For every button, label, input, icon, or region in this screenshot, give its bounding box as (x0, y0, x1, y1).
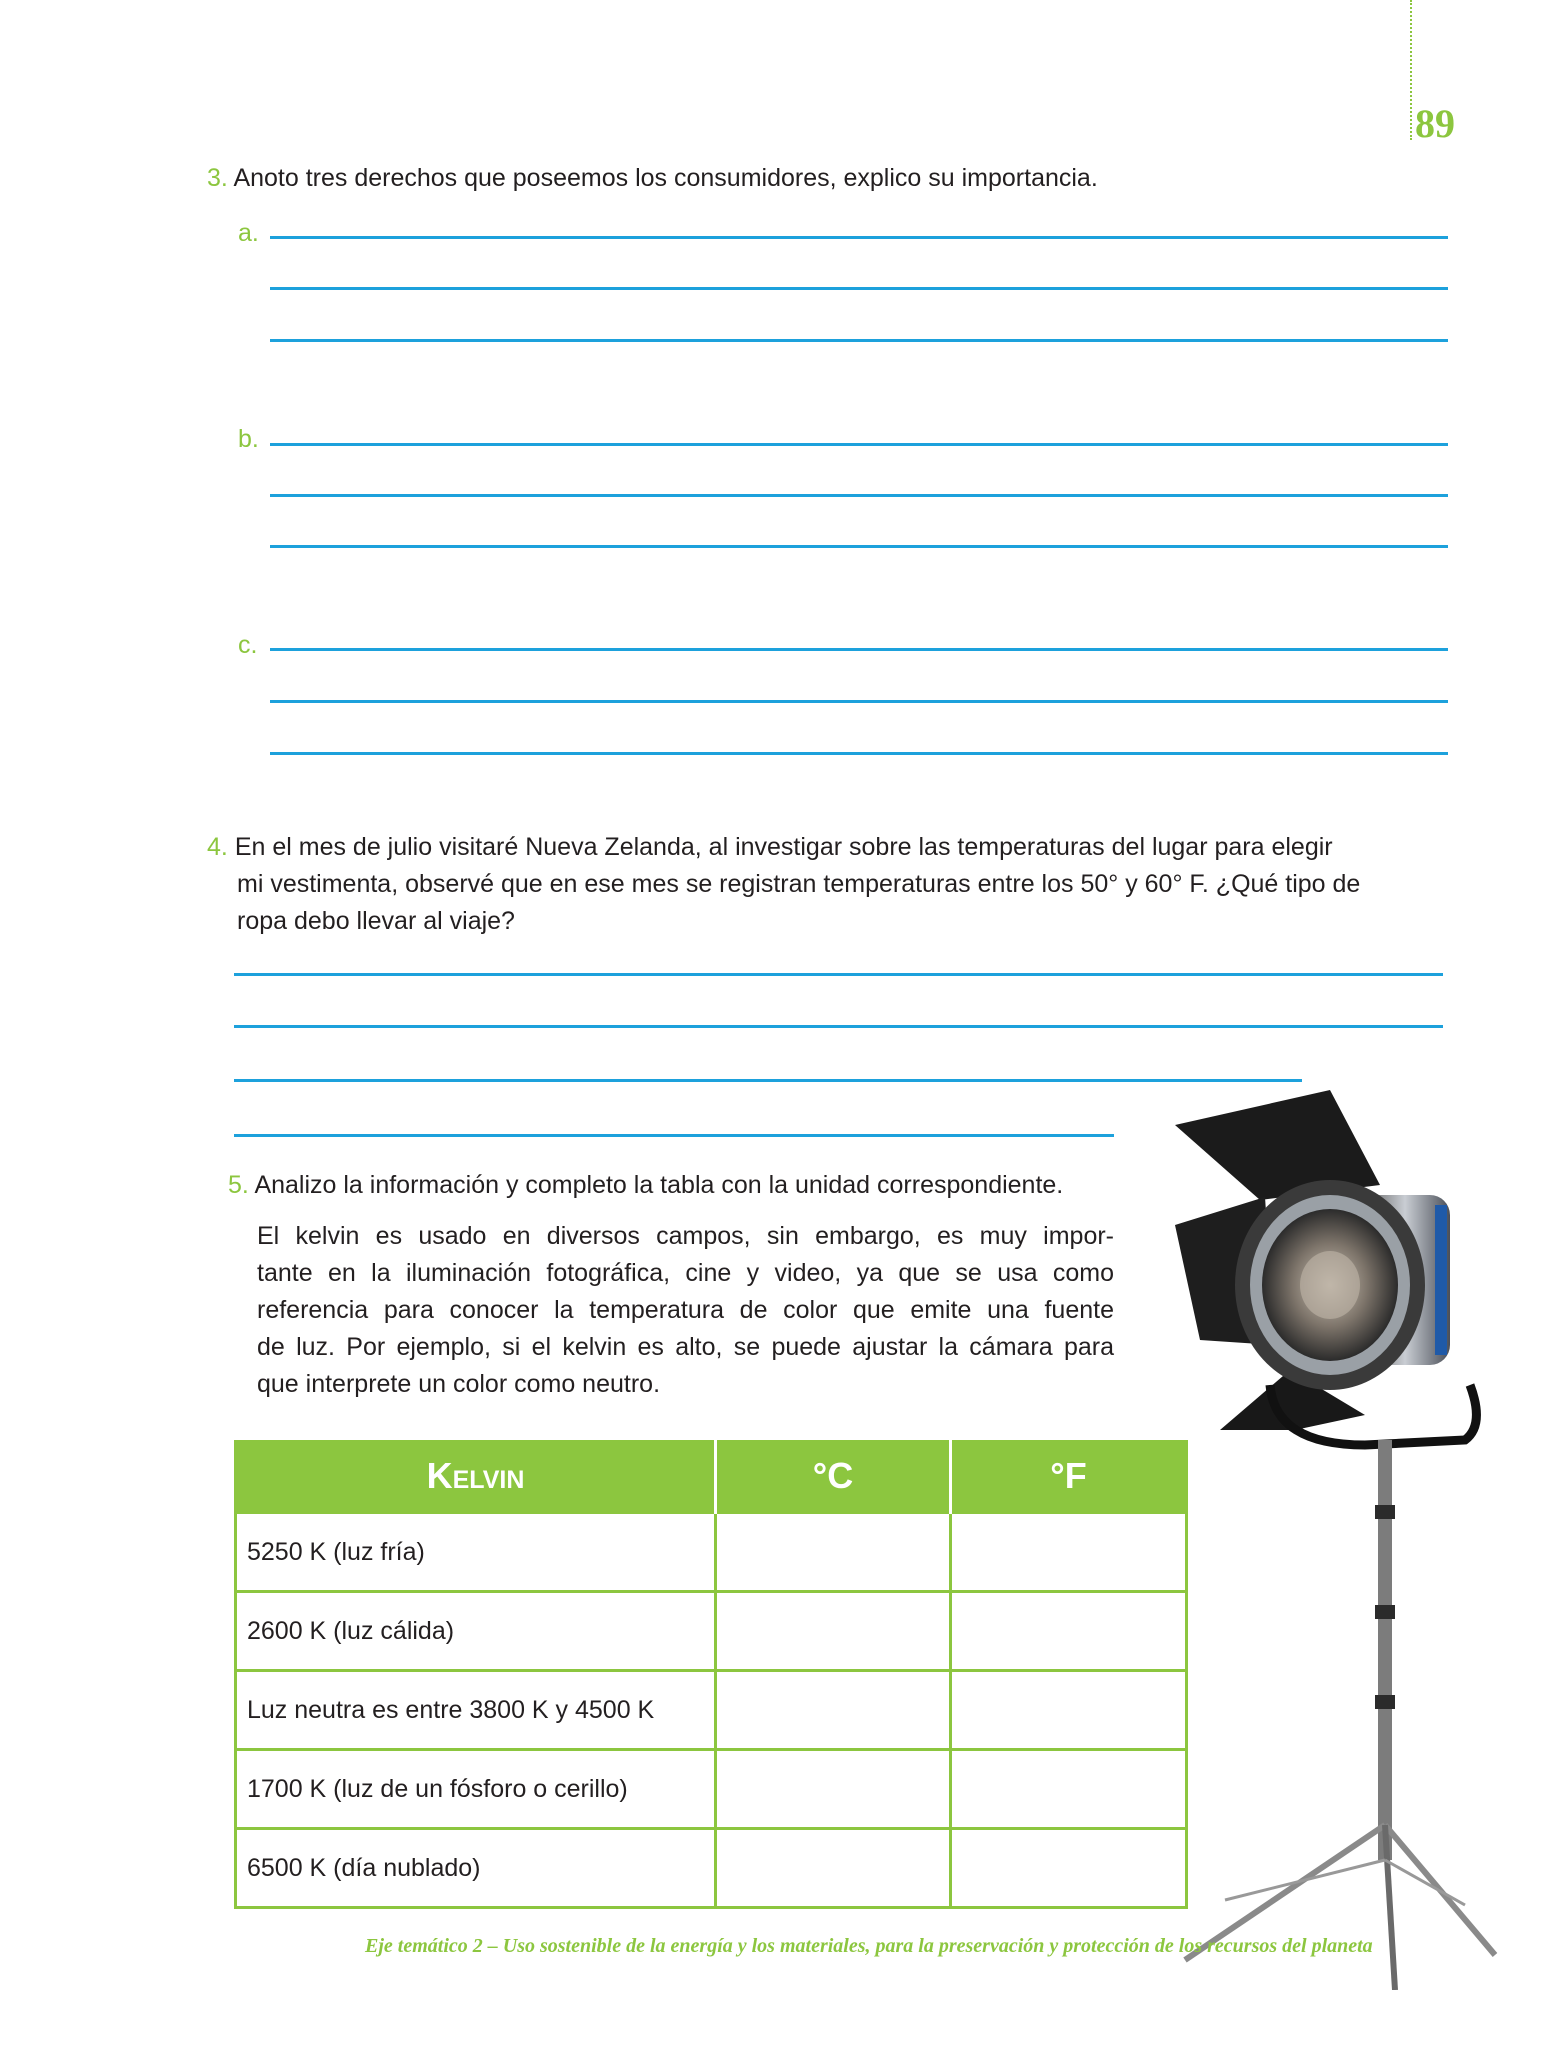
header-celsius: °C (716, 1440, 951, 1513)
question-4-line-3: ropa debo llevar al viaje? (237, 907, 515, 935)
paragraph-line-2: tante en la iluminación fotográfica, cine y video, ya que se usa como (257, 1259, 1114, 1287)
answer-line-a3[interactable] (270, 339, 1448, 342)
question-4-line-1: En el mes de julio visitaré Nueva Zelanda, al investigar sobre las temperaturas del lugar para elegir (234, 833, 1333, 861)
answer-line-b2[interactable] (270, 494, 1448, 497)
question-3-text: Anoto tres derechos que poseemos los consumidores, explico su importancia. (233, 164, 1098, 192)
answer-line-c1[interactable] (270, 648, 1448, 651)
margin-dotted-line (1410, 0, 1412, 140)
cell-kelvin: 2600 K (luz cálida) (236, 1592, 716, 1671)
table-header-row (236, 1440, 1187, 1513)
paragraph-line-4: de luz. Por ejemplo, si el kelvin es alto, se puede ajustar la cámara para (257, 1333, 1114, 1361)
kelvin-conversion-table (234, 1440, 1188, 1909)
answer-line-q4-1[interactable] (234, 973, 1443, 976)
question-4-line-2: mi vestimenta, observé que en ese mes se registran temperaturas entre los 50° y 60° F. ¿Qué tipo de (237, 870, 1361, 898)
cell-celsius-input[interactable] (716, 1750, 951, 1829)
answer-label-a: a. (238, 219, 259, 247)
answer-line-q4-2[interactable] (234, 1025, 1443, 1028)
answer-line-a1[interactable] (270, 236, 1448, 239)
answer-label-b: b. (238, 425, 259, 453)
cell-celsius-input[interactable] (716, 1671, 951, 1750)
cell-fahrenheit-input[interactable] (951, 1829, 1187, 1908)
cell-celsius-input[interactable] (716, 1829, 951, 1908)
answer-line-b1[interactable] (270, 443, 1448, 446)
answer-line-c3[interactable] (270, 752, 1448, 755)
question-5-text: Analizo la información y completo la tabla con la unidad correspondiente. (254, 1171, 1064, 1199)
paragraph-line-1: El kelvin es usado en diversos campos, sin embargo, es muy impor- (257, 1222, 1114, 1250)
cell-kelvin: 5250 K (luz fría) (236, 1513, 716, 1592)
cell-kelvin: 1700 K (luz de un fósforo o cerillo) (236, 1750, 716, 1829)
table-row (236, 1750, 1187, 1829)
answer-line-b3[interactable] (270, 545, 1448, 548)
cell-fahrenheit-input[interactable] (951, 1671, 1187, 1750)
header-kelvin: Kelvin (236, 1440, 716, 1513)
cell-fahrenheit-input[interactable] (951, 1513, 1187, 1592)
page-number: 89 (1415, 101, 1455, 146)
question-5 (228, 1167, 1063, 1204)
answer-line-q4-4[interactable] (234, 1134, 1114, 1137)
cell-celsius-input[interactable] (716, 1513, 951, 1592)
answer-label-c: c. (238, 631, 258, 659)
paragraph-line-3: referencia para conocer la temperatura de color que emite una fuente (257, 1296, 1114, 1324)
table-row (236, 1592, 1187, 1671)
answer-line-a2[interactable] (270, 287, 1448, 290)
studio-light-image (1165, 1085, 1500, 1990)
paragraph-line-5: que interprete un color como neutro. (257, 1370, 661, 1398)
cell-kelvin: Luz neutra es entre 3800 K y 4500 K (236, 1671, 716, 1750)
header-fahrenheit: °F (951, 1440, 1187, 1513)
cell-fahrenheit-input[interactable] (951, 1750, 1187, 1829)
cell-kelvin: 6500 K (día nublado) (236, 1829, 716, 1908)
question-5-number: 5. (228, 1171, 249, 1199)
kelvin-paragraph (257, 1218, 1114, 1403)
table-row (236, 1671, 1187, 1750)
table-row (236, 1513, 1187, 1592)
footer-note: Eje temático 2 – Uso sostenible de la energía y los materiales, para la preservación y protección de los recursos del planeta (365, 1935, 1373, 1957)
cell-fahrenheit-input[interactable] (951, 1592, 1187, 1671)
question-4 (207, 829, 1452, 940)
question-4-number: 4. (207, 833, 228, 861)
answer-line-q4-3[interactable] (234, 1079, 1302, 1082)
table-row (236, 1829, 1187, 1908)
question-3 (207, 160, 1098, 197)
cell-celsius-input[interactable] (716, 1592, 951, 1671)
answer-line-c2[interactable] (270, 700, 1448, 703)
question-3-number: 3. (207, 164, 228, 192)
